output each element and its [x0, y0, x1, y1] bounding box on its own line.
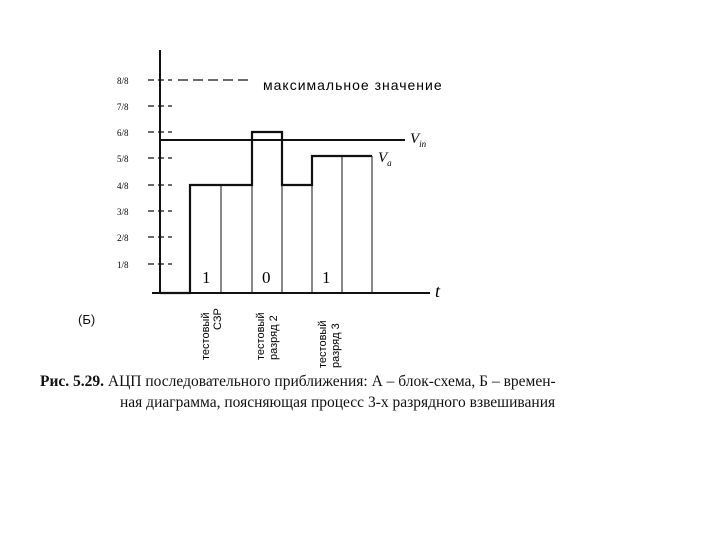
test-label-szr-line2: СЗР — [212, 308, 224, 330]
test-label-szr-line1: тестовый — [200, 312, 212, 360]
caption-line2: ная диаграмма, поясняющая процесс 3-х разрядного взвешивания — [120, 394, 556, 411]
y-tick-label-6-8: 6/8 — [117, 128, 129, 138]
y-tick-label-3-8: 3/8 — [117, 207, 129, 217]
bit-result-3: 1 — [322, 268, 331, 287]
y-tick-label-2-8: 2/8 — [117, 233, 129, 243]
test-label-bit2-line2: разряд 2 — [268, 315, 280, 360]
figure-caption — [40, 371, 710, 413]
test-label-bit2-line1: тестовый — [255, 312, 267, 360]
t-axis-label: t — [435, 281, 441, 301]
y-tick-label-7-8: 7/8 — [117, 102, 129, 112]
test-label-bit3-line2: разряд 3 — [330, 323, 342, 368]
test-label-bit3-line1: тестовый — [317, 320, 329, 368]
max-value-label: максимальное значение — [263, 77, 443, 93]
y-tick-label-4-8: 4/8 — [117, 181, 129, 191]
va-label-main: V — [378, 150, 388, 166]
vin-label — [410, 131, 427, 149]
y-tick-label-5-8: 5/8 — [117, 154, 129, 164]
va-label-sub: a — [387, 158, 392, 168]
subfigure-label: (Б) — [78, 312, 96, 327]
caption-label: Рис. 5.29. — [40, 373, 105, 390]
test-label-bit3 — [317, 321, 342, 368]
test-label-bit2 — [255, 313, 280, 360]
vin-label-main: V — [410, 131, 420, 147]
test-label-szr — [200, 308, 224, 360]
va-label — [378, 150, 392, 168]
y-tick-label-1-8: 1/8 — [117, 260, 129, 270]
caption-line1: АЦП последовательного приближения: А – блок-схема, Б – времен- — [107, 373, 556, 390]
bit-result-2: 0 — [262, 268, 271, 287]
bit-result-1: 1 — [202, 268, 211, 287]
vin-label-sub: in — [419, 139, 427, 149]
y-tick-label-8-8: 8/8 — [117, 76, 129, 86]
